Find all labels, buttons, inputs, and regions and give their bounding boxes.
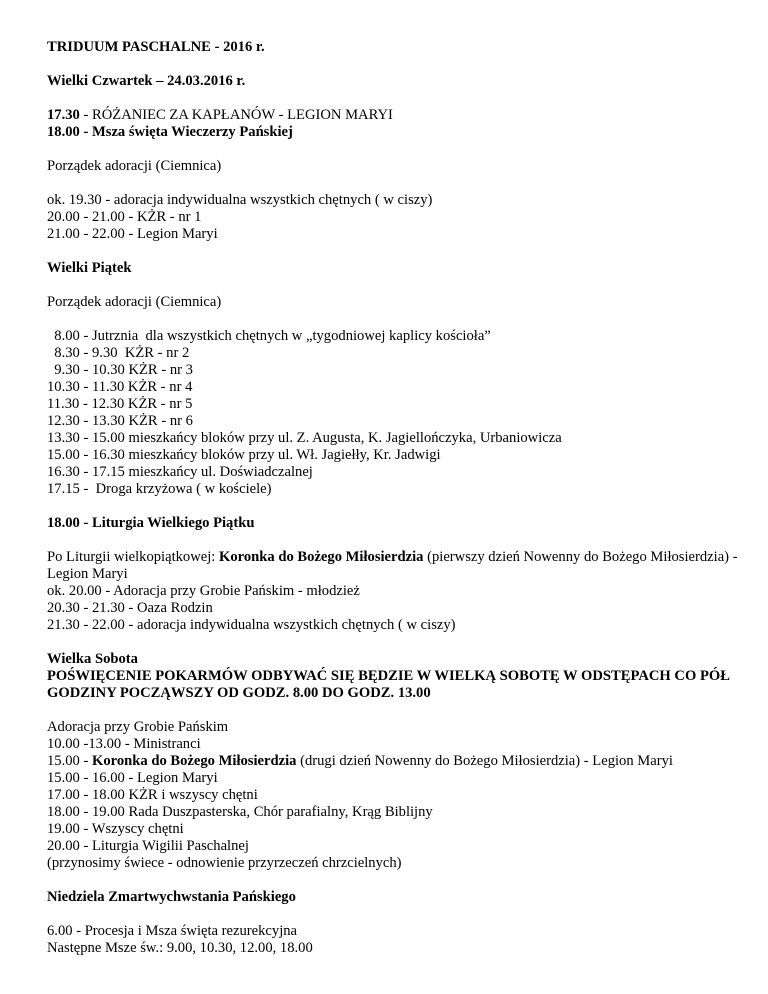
schedule-line: ok. 20.00 - Adoracja przy Grobie Pańskim - młodzież: [47, 583, 360, 599]
thursday-masses: [47, 107, 747, 141]
schedule-line: 21.30 - 22.00 - adoracja indywidualna wszystkich chętnych ( w ciszy): [47, 617, 456, 633]
friday-liturgy-heading: 18.00 - Liturgia Wielkiego Piątku: [47, 515, 255, 531]
friday-heading: Wielki Piątek: [47, 260, 132, 276]
saturday-heading: Wielka Sobota: [47, 651, 138, 667]
schedule-line: 6.00 - Procesja i Msza święta rezurekcyjna: [47, 923, 298, 939]
chaplet-line: [47, 549, 747, 583]
friday-after-liturgy: [47, 549, 747, 634]
document-page: [47, 39, 747, 957]
chaplet-line: [47, 753, 747, 770]
sunday-heading: Niedziela Zmartwychwstania Pańskiego: [47, 889, 296, 905]
schedule-line: 8.00 - Jutrznia dla wszystkich chętnych w „tygodniowej kaplicy kościoła”: [47, 328, 491, 344]
saturday-adoration-schedule: [47, 719, 747, 872]
schedule-line: 16.30 - 17.15 mieszkańcy ul. Doświadczalnej: [47, 464, 313, 480]
schedule-line: 8.30 - 9.30 KŻR - nr 2: [47, 345, 190, 361]
schedule-line: 20.00 - Liturgia Wigilii Paschalnej: [47, 838, 249, 854]
chaplet-suffix: (drugi dzień Nowenny do Bożego Miłosierdzia) - Legion Maryi: [296, 753, 673, 769]
chaplet-title: Koronka do Bożego Miłosierdzia: [219, 549, 424, 565]
schedule-line: 20.00 - 21.00 - KŻR - nr 1: [47, 209, 202, 225]
thursday-heading: Wielki Czwartek – 24.03.2016 r.: [47, 73, 246, 89]
schedule-line: 9.30 - 10.30 KŻR - nr 3: [47, 362, 193, 378]
saturday-header: [47, 651, 747, 702]
chaplet-title: Koronka do Bożego Miłosierdzia: [92, 753, 297, 769]
schedule-line: ok. 19.30 - adoracja indywidualna wszystkich chętnych ( w ciszy): [47, 192, 433, 208]
schedule-line: 21.00 - 22.00 - Legion Maryi: [47, 226, 218, 242]
thursday-adoration-heading: Porządek adoracji (Ciemnica): [47, 158, 222, 174]
chaplet-prefix: 15.00 -: [47, 753, 92, 769]
schedule-line: 15.00 - 16.30 mieszkańcy bloków przy ul. Wł. Jagiełły, Kr. Jadwigi: [47, 447, 441, 463]
rosary-time: 17.30: [47, 107, 80, 123]
schedule-line: 15.00 - 16.00 - Legion Maryi: [47, 770, 218, 786]
schedule-line: 20.30 - 21.30 - Oaza Rodzin: [47, 600, 213, 616]
schedule-line: 17.15 - Droga krzyżowa ( w kościele): [47, 481, 272, 497]
schedule-line: 10.00 -13.00 - Ministranci: [47, 736, 201, 752]
document-title: TRIDUUM PASCHALNE - 2016 r.: [47, 39, 265, 55]
thursday-adoration-schedule: [47, 192, 747, 243]
rosary-text: - RÓŻANIEC ZA KAPŁANÓW - LEGION MARYI: [79, 107, 393, 123]
schedule-line: 18.00 - 19.00 Rada Duszpasterska, Chór parafialny, Krąg Biblijny: [47, 804, 433, 820]
schedule-line: 13.30 - 15.00 mieszkańcy bloków przy ul. Z. Augusta, K. Jagiellończyka, Urbaniowicza: [47, 430, 562, 446]
schedule-line: 11.30 - 12.30 KŻR - nr 5: [47, 396, 193, 412]
saturday-adoration-heading: Adoracja przy Grobie Pańskim: [47, 719, 229, 735]
schedule-line: 19.00 - Wszyscy chętni: [47, 821, 184, 837]
schedule-line: 10.30 - 11.30 KŻR - nr 4: [47, 379, 193, 395]
friday-adoration-heading: Porządek adoracji (Ciemnica): [47, 294, 222, 310]
food-blessing-notice: POŚWIĘCENIE POKARMÓW ODBYWAĆ SIĘ BĘDZIE W WIELKĄ SOBOTĘ W ODSTĘPACH CO PÓŁ GODZINY POCZĄWSZY OD GODZ. 8.00 DO GODZ. 13.00: [47, 668, 730, 701]
sunday-schedule: [47, 923, 747, 957]
schedule-line: Następne Msze św.: 9.00, 10.30, 12.00, 18.00: [47, 940, 313, 956]
schedule-line: 17.00 - 18.00 KŻR i wszyscy chętni: [47, 787, 258, 803]
rosary-line: [47, 107, 747, 124]
chaplet-prefix: Po Liturgii wielkopiątkowej:: [47, 549, 220, 565]
schedule-line: (przynosimy świece - odnowienie przyrzeczeń chrzcielnych): [47, 855, 402, 871]
schedule-line: 12.30 - 13.30 KŻR - nr 6: [47, 413, 193, 429]
last-supper-mass-line: 18.00 - Msza święta Wieczerzy Pańskiej: [47, 124, 293, 140]
friday-adoration-schedule: [47, 328, 747, 498]
chaplet-suffix: (pierwszy dzień Nowenny do Bożego Miłosierdzia) - Legion Maryi: [47, 549, 738, 582]
